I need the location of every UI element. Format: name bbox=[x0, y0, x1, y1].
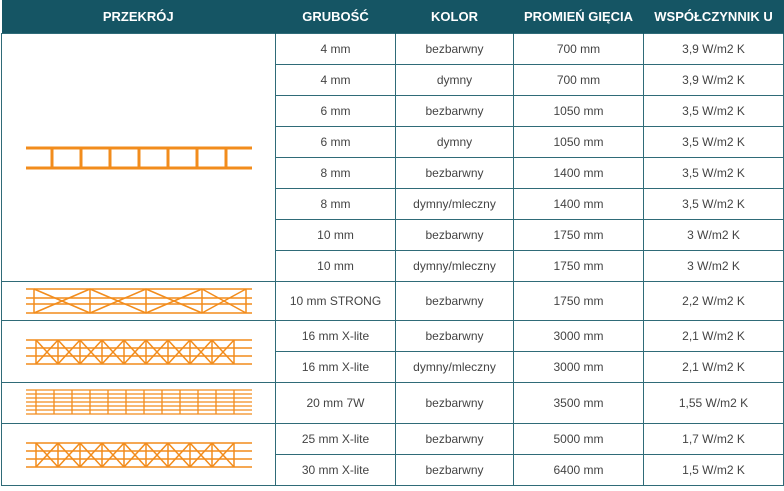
cell-grubosc: 6 mm bbox=[276, 96, 396, 127]
cell-kolor: bezbarwny bbox=[396, 34, 514, 65]
cell-u: 3,9 W/m2 K bbox=[644, 34, 784, 65]
cell-kolor: dymny/mleczny bbox=[396, 352, 514, 383]
table-row bbox=[2, 34, 784, 65]
cell-kolor: dymny bbox=[396, 127, 514, 158]
cell-grubosc: 8 mm bbox=[276, 189, 396, 220]
cell-grubosc: 8 mm bbox=[276, 158, 396, 189]
header-promien: PROMIEŃ GIĘCIA bbox=[514, 0, 644, 34]
cell-grubosc: 10 mm bbox=[276, 251, 396, 282]
cell-promien: 1050 mm bbox=[514, 96, 644, 127]
cell-u: 3,5 W/m2 K bbox=[644, 127, 784, 158]
cell-kolor: bezbarwny bbox=[396, 158, 514, 189]
cell-kolor: dymny bbox=[396, 65, 514, 96]
cell-promien: 700 mm bbox=[514, 65, 644, 96]
cross-section-2w-icon bbox=[26, 145, 252, 171]
cell-u: 1,7 W/m2 K bbox=[644, 424, 784, 455]
cell-u: 2,1 W/m2 K bbox=[644, 352, 784, 383]
cell-grubosc: 10 mm bbox=[276, 220, 396, 251]
cell-u: 3,9 W/m2 K bbox=[644, 65, 784, 96]
cell-promien: 1750 mm bbox=[514, 282, 644, 321]
cross-section-xlite-icon bbox=[26, 338, 252, 366]
cross-section-strong-icon bbox=[26, 287, 252, 315]
cell-grubosc: 16 mm X-lite bbox=[276, 352, 396, 383]
cross-section-25-30-xlite bbox=[2, 424, 276, 486]
cell-u: 3,5 W/m2 K bbox=[644, 189, 784, 220]
cell-grubosc: 10 mm STRONG bbox=[276, 282, 396, 321]
cross-section-strong bbox=[2, 282, 276, 321]
header-grubosc: GRUBOŚĆ bbox=[276, 0, 396, 34]
cell-kolor: bezbarwny bbox=[396, 282, 514, 321]
cell-u: 1,5 W/m2 K bbox=[644, 455, 784, 486]
cell-promien: 1400 mm bbox=[514, 189, 644, 220]
cell-promien: 6400 mm bbox=[514, 455, 644, 486]
cell-promien: 1050 mm bbox=[514, 127, 644, 158]
cell-kolor: dymny/mleczny bbox=[396, 189, 514, 220]
cell-u: 3 W/m2 K bbox=[644, 220, 784, 251]
header-kolor: KOLOR bbox=[396, 0, 514, 34]
cell-grubosc: 4 mm bbox=[276, 65, 396, 96]
cross-section-7w bbox=[2, 383, 276, 424]
polycarbonate-spec-table bbox=[1, 0, 784, 486]
cell-u: 2,2 W/m2 K bbox=[644, 282, 784, 321]
cell-grubosc: 25 mm X-lite bbox=[276, 424, 396, 455]
cell-u: 1,55 W/m2 K bbox=[644, 383, 784, 424]
cell-promien: 700 mm bbox=[514, 34, 644, 65]
cell-grubosc: 20 mm 7W bbox=[276, 383, 396, 424]
cell-u: 3 W/m2 K bbox=[644, 251, 784, 282]
table-row bbox=[2, 383, 784, 424]
cross-section-xlite-thick-icon bbox=[26, 441, 252, 469]
cross-section-single-wall bbox=[2, 34, 276, 282]
cell-promien: 1750 mm bbox=[514, 251, 644, 282]
cell-promien: 3000 mm bbox=[514, 321, 644, 352]
cell-grubosc: 6 mm bbox=[276, 127, 396, 158]
cell-u: 2,1 W/m2 K bbox=[644, 321, 784, 352]
table-row bbox=[2, 282, 784, 321]
cell-kolor: bezbarwny bbox=[396, 220, 514, 251]
cell-promien: 5000 mm bbox=[514, 424, 644, 455]
cell-kolor: bezbarwny bbox=[396, 424, 514, 455]
header-row bbox=[2, 0, 784, 34]
cell-promien: 3500 mm bbox=[514, 383, 644, 424]
header-wspolczynnik: WSPÓŁCZYNNIK U bbox=[644, 0, 784, 34]
cross-section-7w-icon bbox=[26, 388, 252, 418]
cell-kolor: bezbarwny bbox=[396, 321, 514, 352]
cell-promien: 3000 mm bbox=[514, 352, 644, 383]
cell-grubosc: 30 mm X-lite bbox=[276, 455, 396, 486]
cell-u: 3,5 W/m2 K bbox=[644, 96, 784, 127]
cell-grubosc: 4 mm bbox=[276, 34, 396, 65]
header-przekroj: PRZEKRÓJ bbox=[2, 0, 276, 34]
table-row bbox=[2, 321, 784, 352]
cell-kolor: bezbarwny bbox=[396, 96, 514, 127]
cell-grubosc: 16 mm X-lite bbox=[276, 321, 396, 352]
cell-kolor: bezbarwny bbox=[396, 455, 514, 486]
cross-section-16-xlite bbox=[2, 321, 276, 383]
cell-promien: 1400 mm bbox=[514, 158, 644, 189]
cell-kolor: bezbarwny bbox=[396, 383, 514, 424]
cell-kolor: dymny/mleczny bbox=[396, 251, 514, 282]
table-row bbox=[2, 424, 784, 455]
cell-u: 3,5 W/m2 K bbox=[644, 158, 784, 189]
cell-promien: 1750 mm bbox=[514, 220, 644, 251]
